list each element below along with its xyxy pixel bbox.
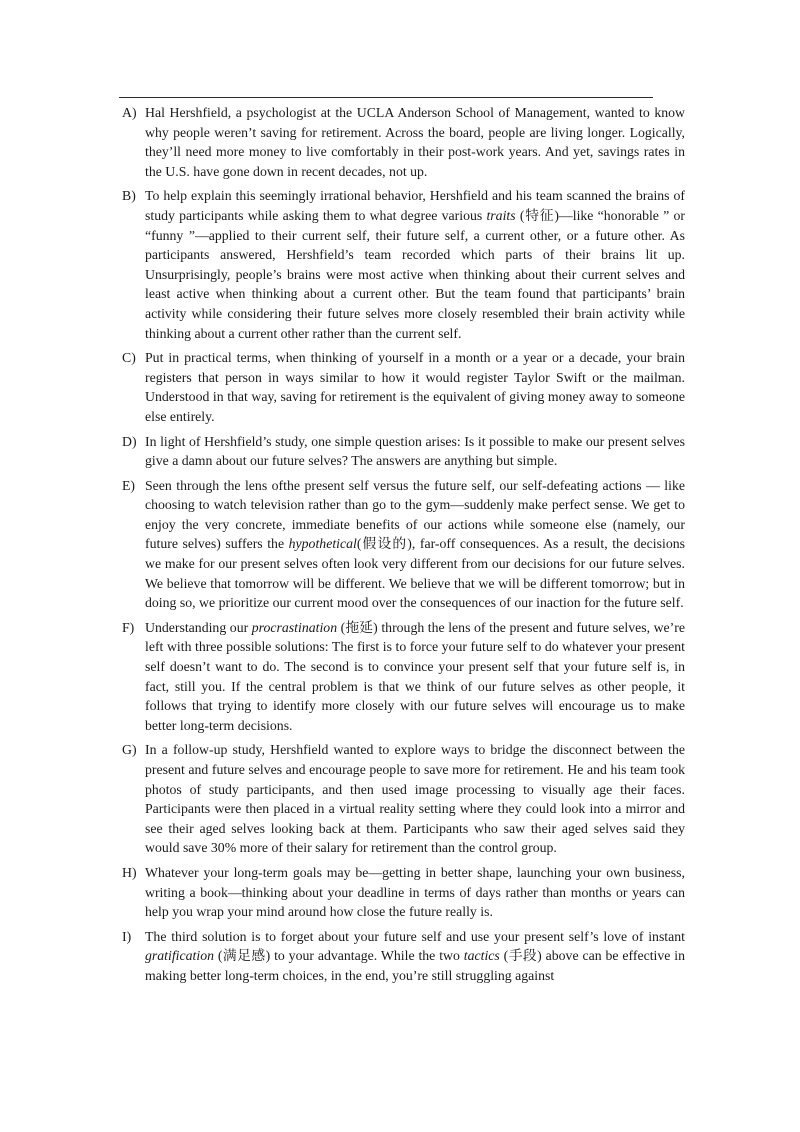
italic-term: hypothetical bbox=[288, 536, 357, 552]
text-run: Whatever your long-term goals may be—getting in better shape, launching your own business, writing a book—thinking about your deadline in terms of days rather than months or years can help you wrap your mind around how close the future really is. bbox=[145, 864, 685, 920]
paragraph-text bbox=[145, 186, 685, 343]
paragraph-label: B) bbox=[122, 188, 136, 204]
paragraph-label: A) bbox=[122, 105, 137, 120]
paragraph-e bbox=[119, 476, 685, 613]
italic-term: traits bbox=[486, 207, 516, 223]
paragraph-label: G) bbox=[122, 742, 137, 758]
paragraph-d bbox=[119, 432, 685, 471]
paragraph-b bbox=[119, 186, 685, 343]
text-run: The third solution is to forget about your future self and use your present self’s love of instant bbox=[145, 928, 685, 944]
paragraph-label: C) bbox=[122, 350, 136, 366]
paragraph-text bbox=[145, 740, 685, 858]
paragraph-text bbox=[145, 103, 685, 181]
top-divider bbox=[119, 97, 653, 98]
text-run: Put in practical terms, when thinking of yourself in a month or a year or a decade, your brain registers that person in ways similar to how it would register Taylor Swift or the mailman. Understood in that way, saving for retirement is the equivalent of giving money away to someone else entirely. bbox=[145, 350, 685, 424]
paragraph-i bbox=[119, 927, 685, 986]
text-run: (特征)—like “honorable ” or “funny ”—applied to their current self, their future self, a current other, or a future other. As participants answered, Hershfield’s team recorded which parts of their brains lit up. Unsurprisingly, people’s brains were most active when thinking about their current selves and least active when thinking about a current other. But the team found that participants’ brain activity while considering their future selves more closely resembled their brain activity while thinking about a current other rather than the current self. bbox=[145, 207, 685, 341]
italic-term: procrastination bbox=[251, 619, 338, 635]
text-run: Understanding our bbox=[145, 619, 252, 635]
paragraph-text bbox=[145, 432, 685, 471]
paragraph-a bbox=[119, 103, 685, 181]
paragraph-text bbox=[145, 348, 685, 426]
paragraph-g bbox=[119, 740, 685, 858]
text-run: Hal Hershfield, a psychologist at the UCLA Anderson School of Management, wanted to know why people weren’t saving for retirement. Across the board, people are living longer. Logically, they’ll need more money to live comfortably in their post-work years. And yet, savings rates in the U.S. have gone down in recent decades, not up. bbox=[145, 105, 685, 179]
text-run: (拖延) through the lens of the present and future selves, we’re left with three possible solutions: The first is to force your future self to do whatever your present self doesn’t want to do. The second is to convince your present self that your future self is, in fact, still you. If the central problem is that we think of our future selves as other people, it follows that trying to identify more closely with our future selves will encourage us to make better long-term decisions. bbox=[145, 619, 685, 733]
text-run: (手段) above can be effective in making better long-term choices, in the end, you’re still struggling against bbox=[145, 948, 685, 983]
text-run: In a follow-up study, Hershfield wanted to explore ways to bridge the disconnect between the present and future selves and encourage people to save more for retirement. He and his team took photos of study participants, and then used image processing to visually age their faces. Participants were then placed in a virtual reality setting where they could look into a mirror and see their aged selves looking back at them. Participants who saw their aged selves said they would save 30% more of their salary for retirement than the control group. bbox=[145, 742, 685, 856]
italic-term: tactics bbox=[463, 948, 500, 964]
paragraph-text bbox=[145, 863, 685, 922]
paragraph-text bbox=[145, 476, 685, 613]
passage bbox=[119, 103, 685, 991]
paragraph-h bbox=[119, 863, 685, 922]
paragraph-label: I) bbox=[122, 928, 132, 944]
paragraph-text bbox=[145, 618, 685, 736]
paragraph-c bbox=[119, 348, 685, 426]
paragraph-label: D) bbox=[122, 433, 137, 449]
italic-term: gratification bbox=[145, 948, 214, 964]
text-run: Seen through the lens ofthe present self versus the future self, our self-defeating actions — like choosing to watch television rather than go to the gym—suddenly make perfect sense. We get to enjoy the very concrete, immediate benefits of our actions while someone else (namely, our future selves) suffers the bbox=[145, 477, 685, 552]
text-run: To help explain this seemingly irrational behavior, Hershfield and his team scanned the brains of study participants while asking them to what degree various bbox=[145, 188, 685, 223]
text-run: (满足感) to your advantage. While the two bbox=[214, 948, 464, 964]
text-run: (假设的), far-off consequences. As a result, the decisions we make for our present selves often look very different from our decisions for our future selves. We believe that tomorrow will be different. We believe that we will be different tomorrow; but in doing so, we prioritize our current mood over the consequences of our inaction for the future self. bbox=[145, 536, 685, 611]
paragraph-label: E) bbox=[122, 477, 136, 493]
paragraph-text bbox=[145, 927, 685, 986]
paragraph-label: H) bbox=[122, 864, 137, 880]
paragraph-label: F) bbox=[122, 619, 135, 635]
text-run: In light of Hershfield’s study, one simple question arises: Is it possible to make our present selves give a damn about our future selves? The answers are anything but simple. bbox=[145, 433, 685, 469]
paragraph-f bbox=[119, 618, 685, 736]
